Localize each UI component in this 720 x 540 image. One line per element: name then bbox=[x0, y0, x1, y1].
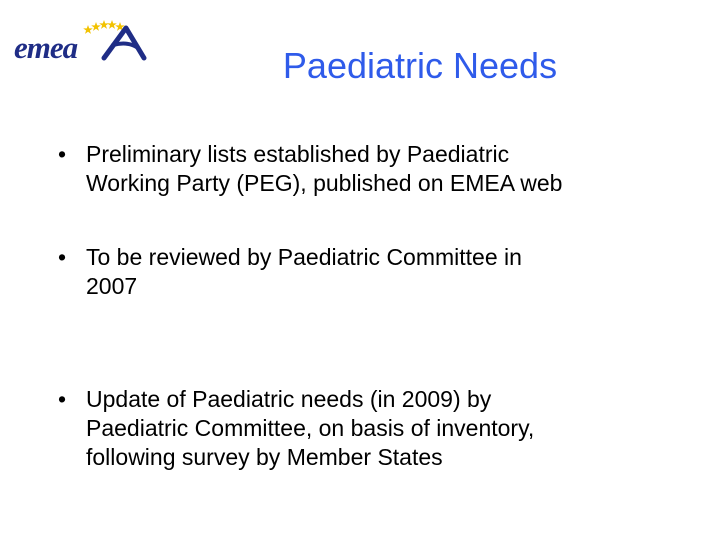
emea-logo bbox=[12, 12, 152, 70]
bullet-dot-icon: • bbox=[58, 386, 67, 412]
bullet-line: Preliminary lists established by Paediatric bbox=[86, 141, 510, 167]
bullet-dot-icon: • bbox=[58, 244, 67, 270]
bullet-item bbox=[58, 243, 678, 301]
bullet-dot-icon: • bbox=[58, 141, 67, 167]
bullet-line: 2007 bbox=[86, 273, 138, 299]
bullet-item bbox=[58, 385, 678, 472]
bullet-line: Working Party (PEG), published on EMEA web bbox=[86, 170, 563, 196]
emea-logo-icon bbox=[12, 12, 152, 70]
bullet-line: Paediatric Committee, on basis of inventory, bbox=[86, 415, 535, 441]
bullet-line: Update of Paediatric needs (in 2009) by bbox=[86, 386, 492, 412]
bullet-line: To be reviewed by Paediatric Committee in bbox=[86, 244, 522, 270]
slide-title: Paediatric Needs bbox=[282, 45, 558, 86]
logo-text: emea bbox=[14, 30, 78, 65]
bullet-item bbox=[58, 140, 678, 198]
logo-stars bbox=[83, 20, 125, 34]
bullet-line: following survey by Member States bbox=[86, 444, 443, 470]
